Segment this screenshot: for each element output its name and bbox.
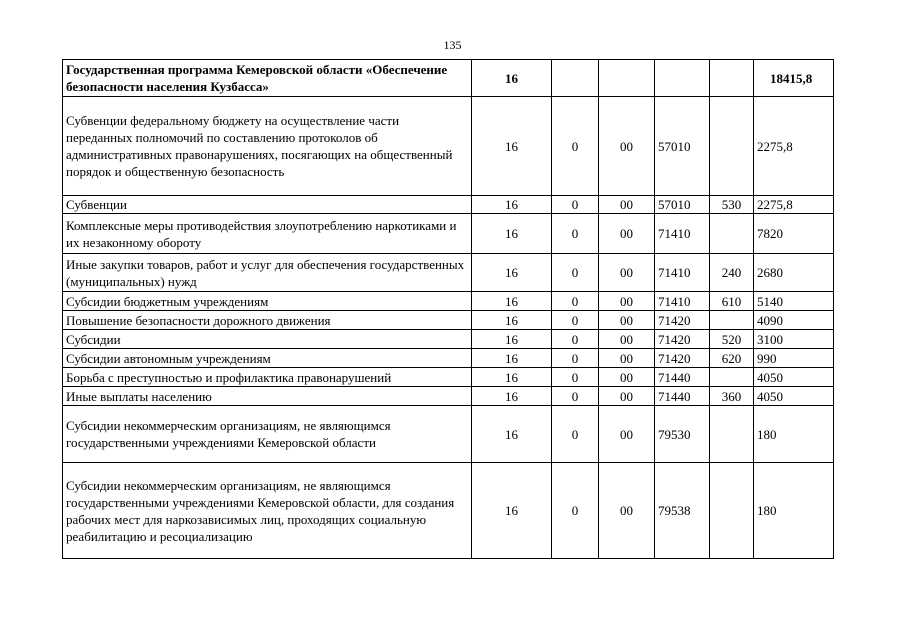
main-event-code: 00 <box>599 406 655 463</box>
amount: 7820 <box>754 214 834 254</box>
main-event-code: 00 <box>599 311 655 330</box>
table-row <box>63 214 834 254</box>
expense-type-code <box>710 60 754 97</box>
subprogram-code: 0 <box>552 311 599 330</box>
budget-table <box>62 59 834 559</box>
amount: 2275,8 <box>754 97 834 196</box>
main-event-code: 00 <box>599 254 655 292</box>
subprogram-code: 0 <box>552 330 599 349</box>
amount: 4050 <box>754 368 834 387</box>
subprogram-code: 0 <box>552 254 599 292</box>
row-name: Субсидии некоммерческим организациям, не являющимся государственными учреждениями Кемеровской области <box>63 406 472 463</box>
table-row <box>63 196 834 214</box>
direction-code: 71420 <box>655 311 710 330</box>
direction-code: 71420 <box>655 330 710 349</box>
row-name: Комплексные меры противодействия злоупотреблению наркотиками и их незаконному обороту <box>63 214 472 254</box>
program-code: 16 <box>472 349 552 368</box>
direction-code <box>655 60 710 97</box>
subprogram-code: 0 <box>552 97 599 196</box>
program-code: 16 <box>472 387 552 406</box>
amount: 180 <box>754 463 834 559</box>
expense-type-code: 360 <box>710 387 754 406</box>
expense-type-code: 240 <box>710 254 754 292</box>
amount: 4090 <box>754 311 834 330</box>
row-name: Субсидии автономным учреждениям <box>63 349 472 368</box>
direction-code: 57010 <box>655 196 710 214</box>
table-row <box>63 387 834 406</box>
amount: 5140 <box>754 292 834 311</box>
main-event-code: 00 <box>599 97 655 196</box>
program-code: 16 <box>472 254 552 292</box>
program-code: 16 <box>472 311 552 330</box>
main-event-code: 00 <box>599 463 655 559</box>
table-row <box>63 463 834 559</box>
table-row <box>63 97 834 196</box>
expense-type-code: 620 <box>710 349 754 368</box>
row-name: Иные закупки товаров, работ и услуг для обеспечения государственных (муниципальных) нужд <box>63 254 472 292</box>
table-row <box>63 330 834 349</box>
main-event-code: 00 <box>599 349 655 368</box>
main-event-code: 00 <box>599 214 655 254</box>
expense-type-code: 530 <box>710 196 754 214</box>
amount: 3100 <box>754 330 834 349</box>
table-row <box>63 406 834 463</box>
main-event-code: 00 <box>599 330 655 349</box>
expense-type-code: 610 <box>710 292 754 311</box>
expense-type-code <box>710 214 754 254</box>
main-event-code <box>599 60 655 97</box>
main-event-code: 00 <box>599 292 655 311</box>
subprogram-code: 0 <box>552 387 599 406</box>
subprogram-code: 0 <box>552 463 599 559</box>
program-code: 16 <box>472 330 552 349</box>
expense-type-code <box>710 406 754 463</box>
program-code: 16 <box>472 406 552 463</box>
program-code: 16 <box>472 292 552 311</box>
expense-type-code <box>710 311 754 330</box>
table-row <box>63 368 834 387</box>
row-name: Борьба с преступностью и профилактика правонарушений <box>63 368 472 387</box>
row-name: Субсидии <box>63 330 472 349</box>
row-name: Иные выплаты населению <box>63 387 472 406</box>
amount: 2275,8 <box>754 196 834 214</box>
page-number: 135 <box>443 38 462 52</box>
direction-code: 79530 <box>655 406 710 463</box>
program-name: Государственная программа Кемеровской области «Обеспечение безопасности населения Кузбасса» <box>63 60 472 97</box>
table-row <box>63 292 834 311</box>
row-name: Субсидии некоммерческим организациям, не являющимся государственными учреждениями Кемеровской области, для создания рабочих мест для наркозависимых лиц, проходящих социальную реабилитацию и ресоциализацию <box>63 463 472 559</box>
row-name: Повышение безопасности дорожного движения <box>63 311 472 330</box>
subprogram-code: 0 <box>552 292 599 311</box>
subprogram-code: 0 <box>552 196 599 214</box>
table-row <box>63 60 834 97</box>
amount: 2680 <box>754 254 834 292</box>
program-code: 16 <box>472 463 552 559</box>
row-name: Субсидии бюджетным учреждениям <box>63 292 472 311</box>
program-code: 16 <box>472 214 552 254</box>
direction-code: 71440 <box>655 387 710 406</box>
main-event-code: 00 <box>599 387 655 406</box>
program-code: 16 <box>472 368 552 387</box>
row-name: Субвенции <box>63 196 472 214</box>
program-code: 16 <box>472 97 552 196</box>
program-code: 16 <box>472 196 552 214</box>
direction-code: 71410 <box>655 254 710 292</box>
direction-code: 79538 <box>655 463 710 559</box>
subprogram-code <box>552 60 599 97</box>
amount: 18415,8 <box>754 60 834 97</box>
direction-code: 71420 <box>655 349 710 368</box>
direction-code: 71410 <box>655 214 710 254</box>
amount: 180 <box>754 406 834 463</box>
subprogram-code: 0 <box>552 349 599 368</box>
expense-type-code <box>710 368 754 387</box>
expense-type-code <box>710 97 754 196</box>
subprogram-code: 0 <box>552 214 599 254</box>
row-name: Субвенции федеральному бюджету на осуществление части переданных полномочий по составлению протоколов об административных правонарушениях, посягающих на общественный порядок и общественную безопасность <box>63 97 472 196</box>
table-row <box>63 311 834 330</box>
expense-type-code: 520 <box>710 330 754 349</box>
amount: 4050 <box>754 387 834 406</box>
direction-code: 57010 <box>655 97 710 196</box>
main-event-code: 00 <box>599 196 655 214</box>
expense-type-code <box>710 463 754 559</box>
subprogram-code: 0 <box>552 406 599 463</box>
table-row <box>63 254 834 292</box>
table-row <box>63 349 834 368</box>
main-event-code: 00 <box>599 368 655 387</box>
direction-code: 71410 <box>655 292 710 311</box>
amount: 990 <box>754 349 834 368</box>
program-code: 16 <box>472 60 552 97</box>
direction-code: 71440 <box>655 368 710 387</box>
subprogram-code: 0 <box>552 368 599 387</box>
